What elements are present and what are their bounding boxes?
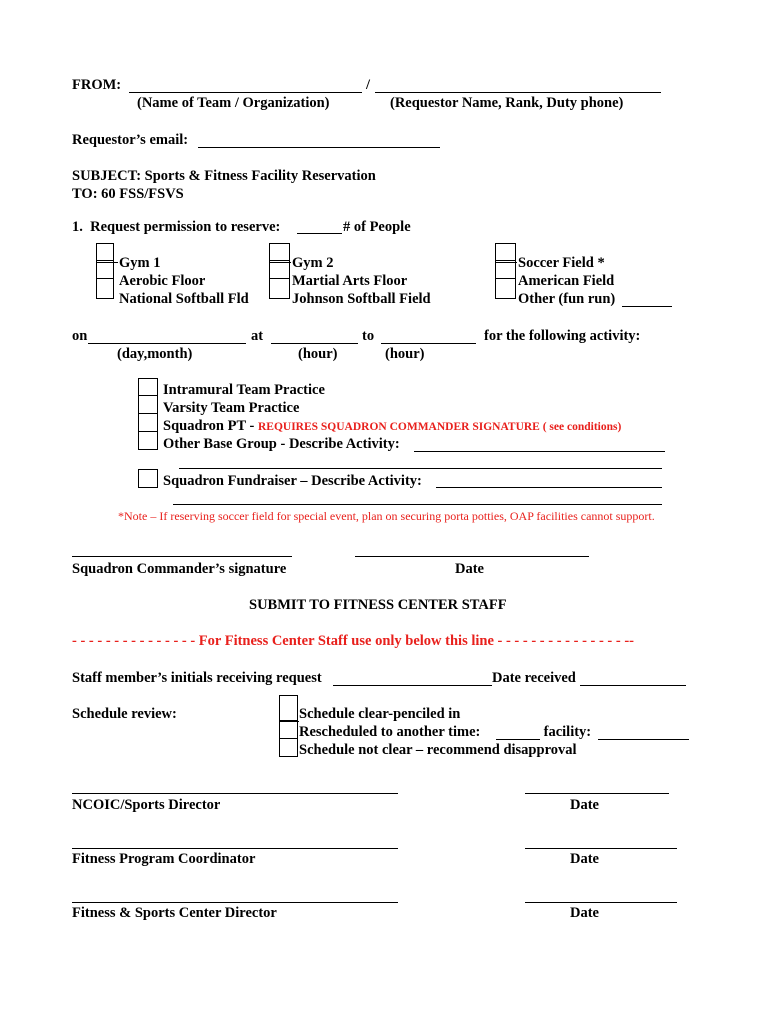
- reschedule-facility-field[interactable]: [598, 739, 689, 740]
- to-label: to: [362, 328, 375, 344]
- schedule-review-label: Schedule review:: [72, 706, 177, 722]
- facility-aerobic-floor: Aerobic Floor: [119, 273, 206, 289]
- checkbox-rescheduled[interactable]: [279, 721, 298, 739]
- people-count-field[interactable]: [297, 233, 342, 234]
- other-base-activity-field[interactable]: [414, 451, 665, 452]
- facility-gym-1: Gym 1: [119, 255, 161, 271]
- to-line: TO: 60 FSS/FSVS: [72, 186, 184, 202]
- director-date-field[interactable]: [525, 902, 677, 903]
- director-title: Fitness & Sports Center Director: [72, 905, 277, 921]
- facility-national-softball: National Softball Fld: [119, 291, 249, 307]
- on-label: on: [72, 328, 88, 344]
- activity-squadron-fundraiser: Squadron Fundraiser – Describe Activity:: [163, 473, 422, 489]
- requestor-caption: (Requestor Name, Rank, Duty phone): [390, 95, 624, 111]
- commander-date-label: Date: [455, 561, 484, 577]
- checkbox-schedule-not-clear[interactable]: [279, 739, 298, 757]
- director-date-label: Date: [570, 905, 599, 921]
- checkbox-american-field[interactable]: [495, 261, 516, 279]
- checkbox-varsity[interactable]: [138, 396, 158, 414]
- activity-squadron-pt: [163, 417, 621, 436]
- reschedule-time-field[interactable]: [496, 739, 540, 740]
- requestor-field[interactable]: [375, 92, 661, 93]
- facility-other-fun-run: Other (fun run): [518, 291, 616, 307]
- checkbox-national-softball[interactable]: [96, 279, 114, 299]
- divider: [495, 262, 517, 263]
- fundraiser-activity-field-line-2[interactable]: [173, 504, 662, 505]
- day-month-field[interactable]: [88, 343, 246, 344]
- schedule-checkbox-group: [279, 695, 298, 757]
- commander-signature-label: Squadron Commander’s signature: [72, 561, 287, 577]
- submit-heading: SUBMIT TO FITNESS CENTER STAFF: [249, 597, 507, 613]
- facility-checkbox-group-1: [96, 243, 114, 299]
- divider: [279, 721, 299, 722]
- checkbox-squadron-pt[interactable]: [138, 414, 158, 432]
- checkbox-squadron-fundraiser[interactable]: [138, 469, 158, 488]
- end-hour-caption: (hour): [385, 346, 425, 362]
- facility-martial-arts: Martial Arts Floor: [292, 273, 408, 289]
- coordinator-signature-field[interactable]: [72, 848, 398, 849]
- other-fun-run-field[interactable]: [622, 306, 672, 307]
- coordinator-date-field[interactable]: [525, 848, 677, 849]
- commander-signature-field[interactable]: [72, 556, 292, 557]
- checkbox-other-base-group[interactable]: [138, 432, 158, 450]
- facility-gym-2: Gym 2: [292, 255, 334, 271]
- end-hour-field[interactable]: [381, 343, 476, 344]
- start-hour-field[interactable]: [271, 343, 358, 344]
- activity-checkbox-group: [138, 378, 158, 450]
- facility-checkbox-group-2: [269, 243, 290, 299]
- subject-line: SUBJECT: Sports & Fitness Facility Reservation: [72, 168, 376, 184]
- checkbox-gym-2[interactable]: [269, 243, 290, 261]
- from-slash: /: [366, 77, 371, 93]
- director-signature-field[interactable]: [72, 902, 398, 903]
- facility-soccer-field: Soccer Field *: [518, 255, 605, 271]
- activity-varsity: Varsity Team Practice: [163, 400, 300, 416]
- coordinator-date-label: Date: [570, 851, 599, 867]
- request-prefix: 1. Request permission to reserve:: [72, 219, 284, 235]
- ncoic-signature-field[interactable]: [72, 793, 398, 794]
- other-base-activity-field-line-2[interactable]: [179, 468, 662, 469]
- facility-label: facility:: [540, 724, 595, 740]
- facility-american-field: American Field: [518, 273, 615, 289]
- schedule-option-not-clear: Schedule not clear – recommend disapproval: [299, 742, 577, 758]
- checkbox-other-fun-run[interactable]: [495, 279, 516, 299]
- email-field[interactable]: [198, 147, 440, 148]
- ncoic-date-field[interactable]: [525, 793, 669, 794]
- ncoic-date-label: Date: [570, 797, 599, 813]
- divider: [96, 262, 118, 263]
- fundraiser-activity-field[interactable]: [436, 487, 662, 488]
- facility-johnson-softball: Johnson Softball Field: [292, 291, 431, 307]
- facility-checkbox-group-3: [495, 243, 516, 299]
- team-caption: (Name of Team / Organization): [137, 95, 330, 111]
- checkbox-soccer-field[interactable]: [495, 243, 516, 261]
- schedule-option-rescheduled: Rescheduled to another time:: [299, 724, 484, 740]
- from-label: FROM:: [72, 77, 122, 93]
- soccer-field-note: *Note – If reserving soccer field for special event, plan on securing porta potties, OAP facilities cannot support.: [118, 509, 655, 523]
- divider: [269, 262, 291, 263]
- team-name-field[interactable]: [129, 92, 362, 93]
- ncoic-title: NCOIC/Sports Director: [72, 797, 221, 813]
- squadron-pt-requirement: REQUIRES SQUADRON COMMANDER SIGNATURE ( see conditions): [257, 421, 622, 433]
- activity-intramural: Intramural Team Practice: [163, 382, 325, 398]
- commander-date-field[interactable]: [355, 556, 589, 557]
- following-activity-label: for the following activity:: [484, 328, 641, 344]
- at-label: at: [251, 328, 264, 344]
- checkbox-johnson-softball[interactable]: [269, 279, 290, 299]
- schedule-option-clear: Schedule clear-penciled in: [299, 706, 461, 722]
- checkbox-gym-1[interactable]: [96, 243, 114, 261]
- coordinator-title: Fitness Program Coordinator: [72, 851, 256, 867]
- people-suffix: # of People: [343, 219, 411, 235]
- squadron-pt-label: Squadron PT -: [163, 418, 258, 434]
- date-received-label: Date received: [492, 670, 576, 686]
- staff-initials-field[interactable]: [333, 685, 492, 686]
- email-label: Requestor’s email:: [72, 132, 189, 148]
- activity-other-base-group: Other Base Group - Describe Activity:: [163, 436, 404, 452]
- checkbox-intramural[interactable]: [138, 378, 158, 396]
- staff-use-divider: - - - - - - - - - - - - - - - For Fitness Center Staff use only below this line - - - - - - - - - - - - - - - --: [72, 633, 634, 649]
- day-month-caption: (day,month): [117, 346, 193, 362]
- checkbox-martial-arts[interactable]: [269, 261, 290, 279]
- date-received-field[interactable]: [580, 685, 686, 686]
- checkbox-schedule-clear[interactable]: [279, 695, 298, 721]
- start-hour-caption: (hour): [298, 346, 338, 362]
- checkbox-aerobic-floor[interactable]: [96, 261, 114, 279]
- staff-initials-label: Staff member’s initials receiving request: [72, 670, 322, 686]
